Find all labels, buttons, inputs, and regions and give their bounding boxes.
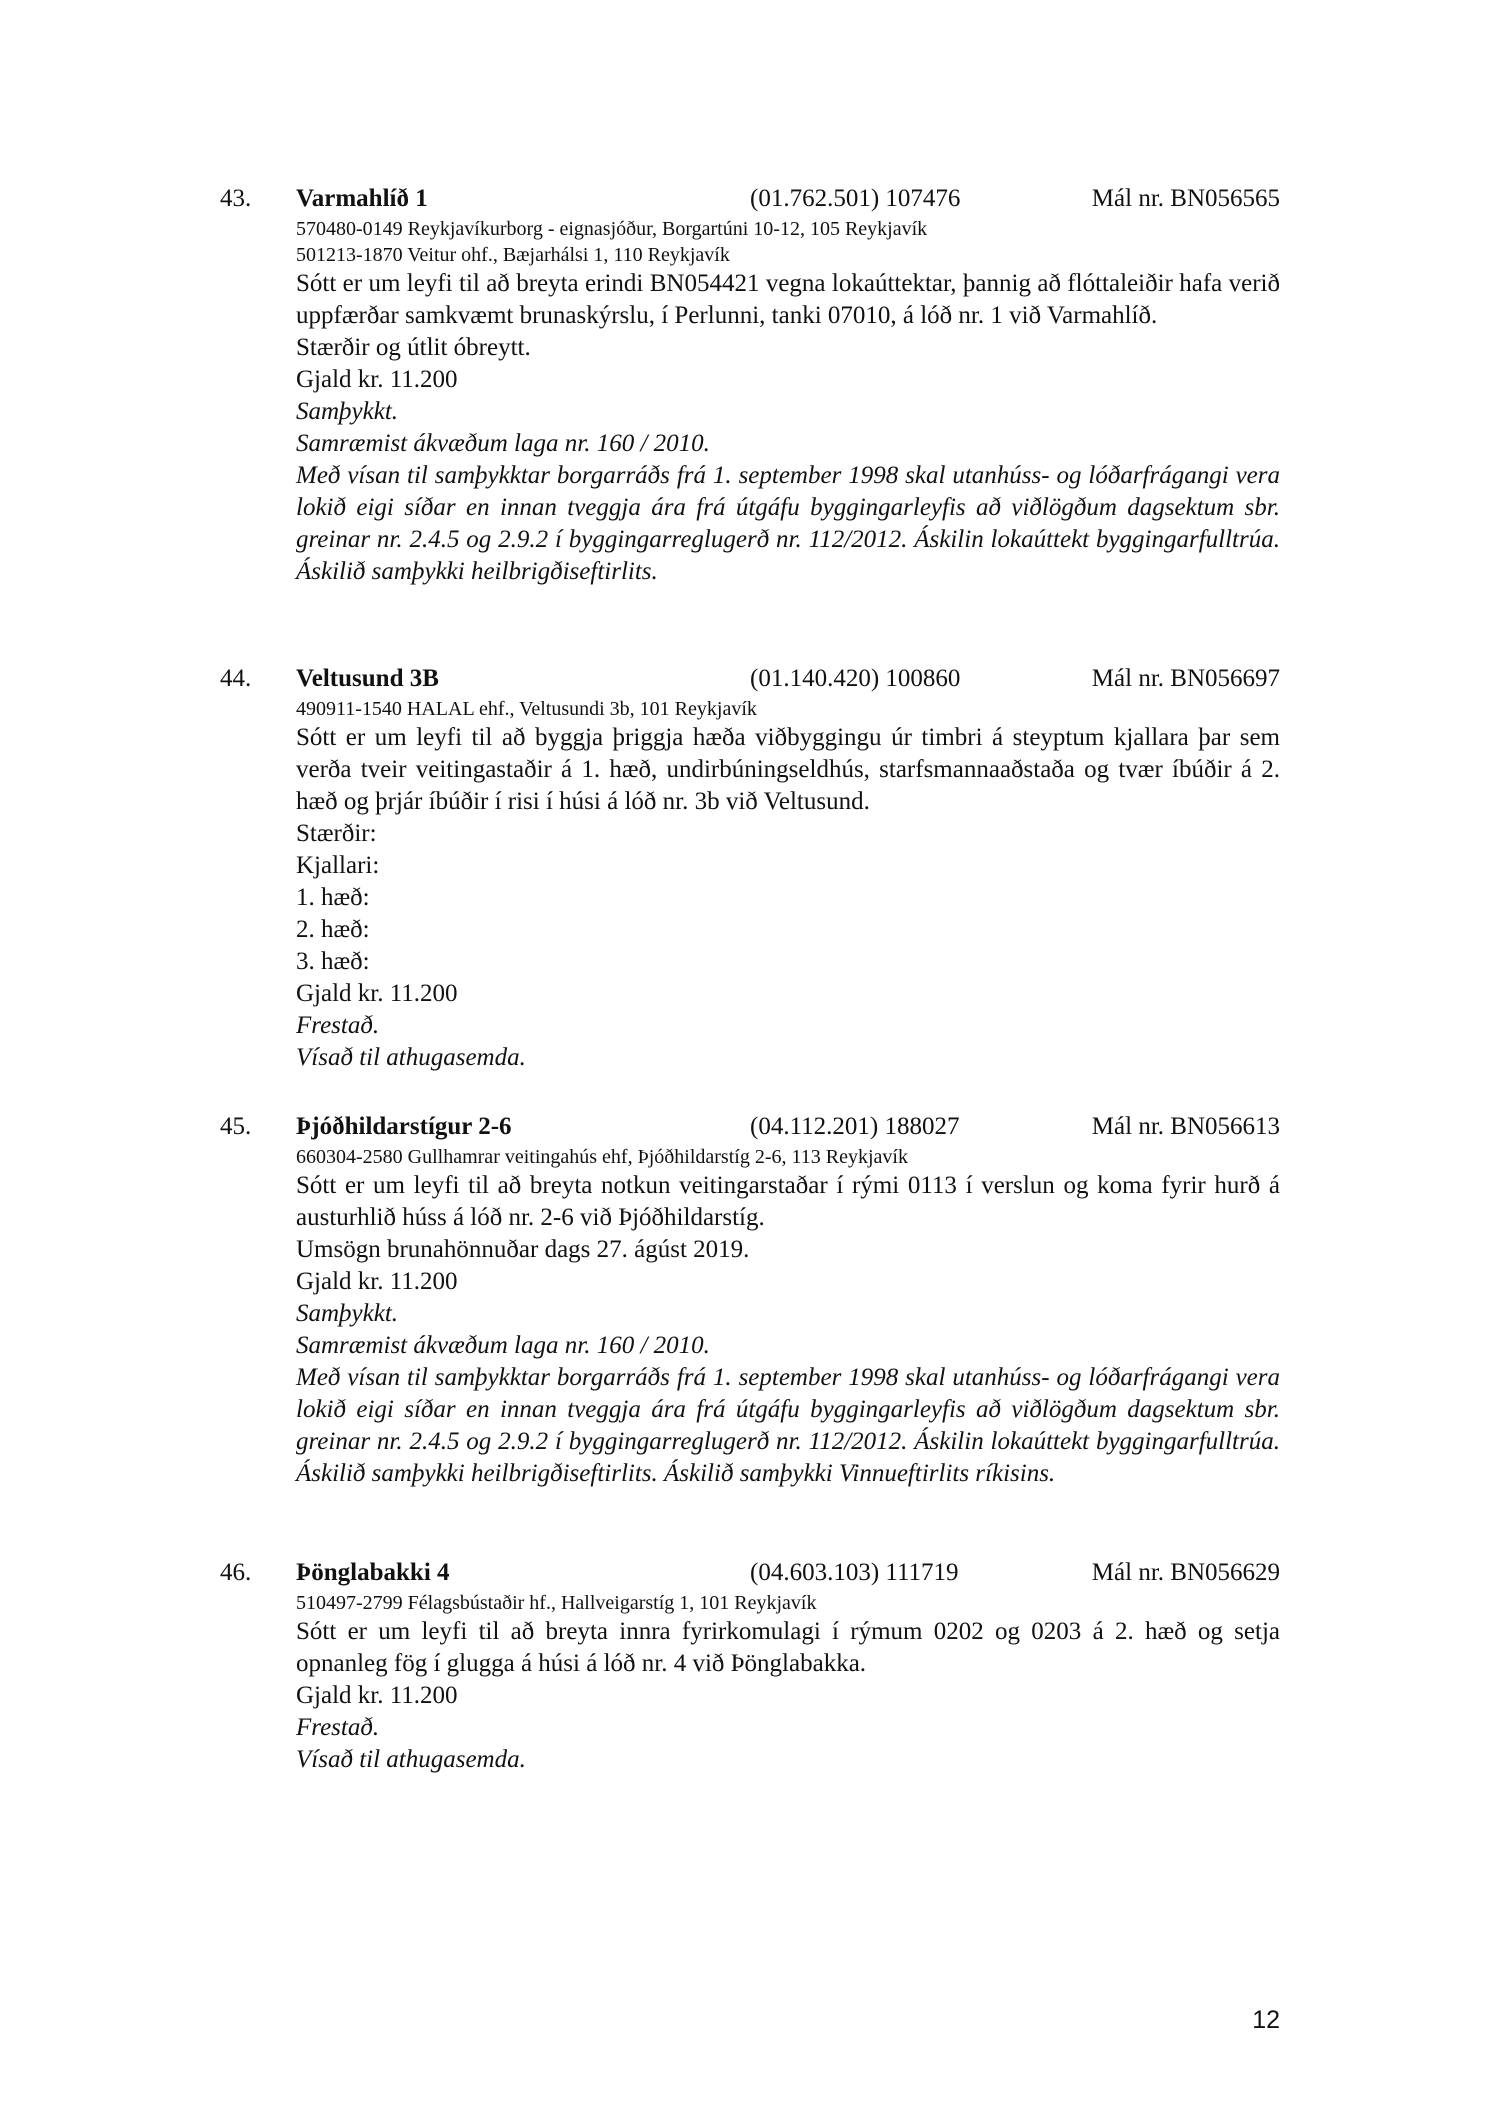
- case-id: Mál nr. BN056613: [1091, 1113, 1280, 1140]
- decision-line: Vísað til athugasemda.: [296, 1044, 526, 1071]
- decision-line: Samþykkt.: [296, 398, 399, 425]
- case-header: [220, 182, 1280, 216]
- applicant-line: 490911-1540 HALAL ehf., Veltusundi 3b, 101 Reykjavík: [296, 698, 757, 720]
- case-id: Mál nr. BN056565: [1091, 185, 1280, 212]
- case-number: 45.: [220, 1113, 252, 1140]
- case-detail-line: Stærðir:: [296, 820, 377, 847]
- case-conditions: Með vísan til samþykktar borgarráðs frá 1. september 1998 skal utanhúss- og lóðarfrágangi vera lokið eigi síðar en innan tveggja ára frá útgáfu byggingarleyfis að viðlögðum dagsektum sbr. greinar nr. 2.4.5 og 2.9.2 í byggingarreglugerð nr. 112/2012. Áskilin lokaúttekt byggingarfulltrúa. Áskilið samþykki heilbrigðiseftirlits.: [296, 462, 1280, 585]
- case-id: Mál nr. BN056629: [1091, 1559, 1280, 1586]
- case-detail-line: Stærðir og útlit óbreytt.: [296, 334, 531, 361]
- page-number: 12: [1252, 2006, 1280, 2034]
- case-number: 46.: [220, 1559, 252, 1586]
- decision-line: Frestað.: [296, 1714, 380, 1741]
- case-title: Varmahlíð 1: [296, 185, 428, 212]
- case-detail-line: 1. hæð:: [296, 884, 370, 911]
- decision-line: Samræmist ákvæðum laga nr. 160 / 2010.: [296, 430, 710, 457]
- decision-line: Samræmist ákvæðum laga nr. 160 / 2010.: [296, 1332, 710, 1359]
- case-conditions: Með vísan til samþykktar borgarráðs frá 1. september 1998 skal utanhúss- og lóðarfrágangi vera lokið eigi síðar en innan tveggja ára frá útgáfu byggingarleyfis að viðlögðum dagsektum sbr. greinar nr. 2.4.5 og 2.9.2 í byggingarreglugerð nr. 112/2012. Áskilin lokaúttekt byggingarfulltrúa. Áskilið samþykki heilbrigðiseftirlits. Áskilið samþykki Vinnueftirlits ríkisins.: [296, 1364, 1280, 1487]
- case-detail-line: 3. hæð:: [296, 948, 370, 975]
- case-header: [220, 1556, 1280, 1590]
- case-item: [220, 662, 1280, 1074]
- decision-line: Vísað til athugasemda.: [296, 1746, 526, 1773]
- case-title: Þjóðhildarstígur 2-6: [296, 1113, 512, 1140]
- case-number: 44.: [220, 665, 252, 692]
- fee-line: Gjald kr. 11.200: [296, 1682, 458, 1709]
- applicant-line: 510497-2799 Félagsbústaðir hf., Hallveigarstíg 1, 101 Reykjavík: [296, 1592, 817, 1614]
- case-header: [220, 1110, 1280, 1144]
- case-detail-line: 2. hæð:: [296, 916, 370, 943]
- case-item: [220, 182, 1280, 588]
- decision-line: Frestað.: [296, 1012, 380, 1039]
- property-reference: (01.140.420) 100860: [750, 665, 961, 692]
- case-number: 43.: [220, 185, 252, 212]
- case-description: Sótt er um leyfi til að byggja þriggja hæða viðbyggingu úr timbri á steyptum kjallara þar sem verða tveir veitingastaðir á 1. hæð, undirbúningseldhús, starfsmannaaðstaða og tvær íbúðir á 2. hæð og þrjár íbúðir í risi í húsi á lóð nr. 3b við Veltusund.: [296, 724, 1280, 815]
- case-title: Veltusund 3B: [296, 665, 439, 692]
- case-item: [220, 1556, 1280, 1776]
- case-title: Þönglabakki 4: [296, 1559, 450, 1586]
- applicant-line: 570480-0149 Reykjavíkurborg - eignasjóður, Borgartúni 10-12, 105 Reykjavík: [296, 218, 928, 240]
- fee-line: Gjald kr. 11.200: [296, 980, 458, 1007]
- decision-line: Samþykkt.: [296, 1300, 399, 1327]
- property-reference: (01.762.501) 107476: [750, 185, 961, 212]
- case-description: Sótt er um leyfi til að breyta innra fyrirkomulagi í rýmum 0202 og 0203 á 2. hæð og setja opnanleg fög í glugga á húsi á lóð nr. 4 við Þönglabakka.: [296, 1618, 1280, 1677]
- case-detail-line: Umsögn brunahönnuðar dags 27. ágúst 2019.: [296, 1236, 750, 1263]
- applicant-line: 501213-1870 Veitur ohf., Bæjarhálsi 1, 110 Reykjavík: [296, 244, 730, 266]
- case-description: Sótt er um leyfi til að breyta erindi BN054421 vegna lokaúttektar, þannig að flóttaleiðir hafa verið uppfærðar samkvæmt brunaskýrslu, í Perlunni, tanki 07010, á lóð nr. 1 við Varmahlíð.: [296, 270, 1280, 329]
- case-header: [220, 662, 1280, 696]
- case-item: [220, 1110, 1280, 1490]
- fee-line: Gjald kr. 11.200: [296, 1268, 458, 1295]
- applicant-line: 660304-2580 Gullhamrar veitingahús ehf, Þjóðhildarstíg 2-6, 113 Reykjavík: [296, 1146, 908, 1168]
- property-reference: (04.112.201) 188027: [750, 1113, 960, 1140]
- case-id: Mál nr. BN056697: [1091, 665, 1280, 692]
- case-description: Sótt er um leyfi til að breyta notkun veitingarstaðar í rými 0113 í verslun og koma fyrir hurð á austurhlið húss á lóð nr. 2-6 við Þjóðhildarstíg.: [296, 1172, 1280, 1231]
- fee-line: Gjald kr. 11.200: [296, 366, 458, 393]
- case-detail-line: Kjallari:: [296, 852, 380, 879]
- property-reference: (04.603.103) 111719: [750, 1559, 959, 1586]
